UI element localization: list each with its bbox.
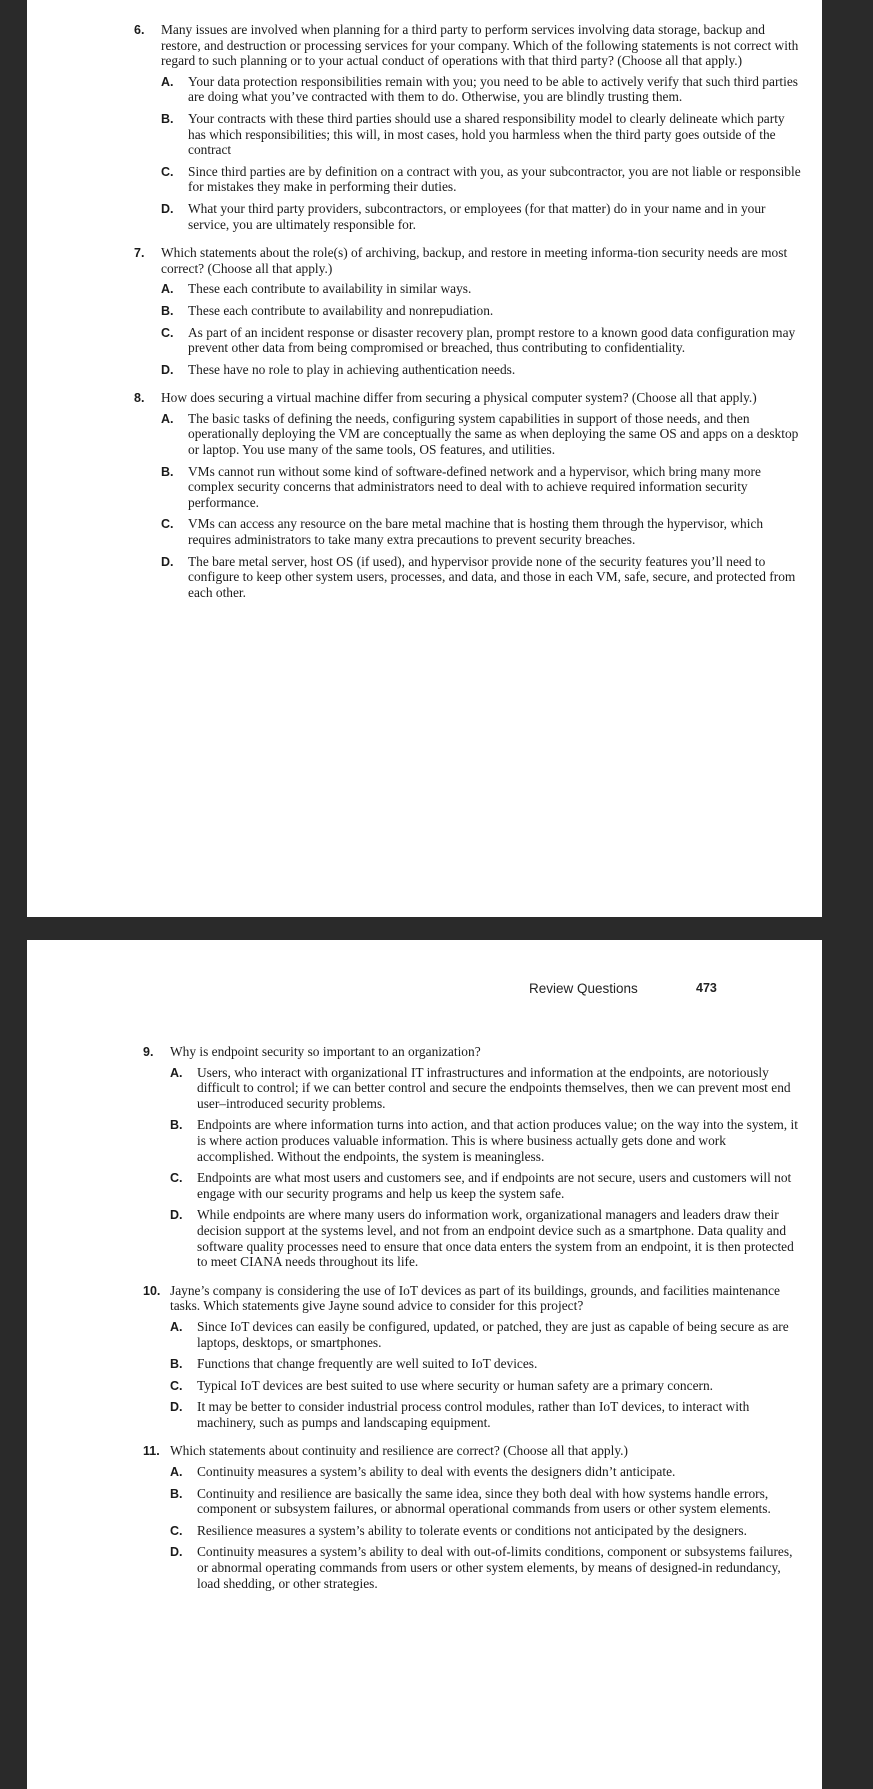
question-text: Why is endpoint security so important to an organization? [170, 1044, 481, 1059]
answer-option-b [170, 1117, 802, 1164]
option-label: A. [161, 282, 174, 297]
option-text: The basic tasks of defining the needs, configuring system capabilities in support of those needs, and then operationally deploying the VM are conceptually the same as when deploying the same OS and apps on a desktop or laptop. You use many of the same tools, OS features, and utilities. [188, 410, 799, 458]
option-text: Continuity and resilience are basically the same idea, since they both deal with how systems handle errors, component or subsystem failures, or abnormal operational commands from users or other system elements. [197, 1485, 771, 1517]
answer-options [170, 1065, 802, 1270]
option-label: D. [161, 201, 174, 216]
answer-option-a [170, 1464, 802, 1480]
question-number: 8. [134, 391, 145, 406]
option-label: D. [161, 362, 174, 377]
option-text: Endpoints are what most users and customers see, and if endpoints are not secure, users and customers will not engage with our security programs and help us keep the system safe. [197, 1170, 792, 1201]
running-header-title: Review Questions [529, 981, 638, 996]
option-label: A. [170, 1319, 183, 1334]
option-label: C. [170, 1171, 183, 1186]
option-label: B. [161, 111, 174, 126]
option-label: B. [161, 303, 174, 318]
answer-option-d [170, 1544, 802, 1591]
option-text: Functions that change frequently are well suited to IoT devices. [197, 1356, 538, 1372]
option-text: While endpoints are where many users do information work, organizational managers and leaders draw their decision support at the systems level, and not from an endpoint device such as a smartphone. Data quality and software quality processes need to ensure that once data enters the system from an endpoint, it is then protected to meet CIANA needs throughout its life. [197, 1207, 794, 1270]
answer-option-d [161, 201, 802, 232]
option-label: A. [161, 74, 174, 89]
option-text: As part of an incident response or disaster recovery plan, prompt restore to a known good data configuration may prevent other data from being compromised or breached, thus contributing to confidentiality. [188, 324, 796, 356]
page-lower [27, 940, 822, 1789]
option-text: Since third parties are by definition on a contract with you, as your subcontractor, you are not liable or responsible for mistakes they make in performing their duties. [188, 163, 801, 195]
question-number: 9. [143, 1045, 154, 1059]
option-text: These have no role to play in achieving authentication needs. [188, 361, 516, 377]
option-label: B. [170, 1486, 183, 1501]
answer-option-c [161, 516, 802, 547]
option-text: Resilience measures a system’s ability to tolerate events or conditions not anticipated by the designers. [197, 1522, 747, 1538]
question-number: 10. [143, 1283, 161, 1298]
question-7 [134, 245, 802, 377]
question-text: Jayne’s company is considering the use of IoT devices as part of its buildings, grounds, and facilities maintenance tasks. Which statements give Jayne sound advice to consider for this project? [170, 1282, 780, 1314]
question-number: 7. [134, 246, 145, 261]
option-label: D. [170, 1400, 183, 1415]
option-text: VMs can access any resource on the bare metal machine that is hosting them through the hypervisor, which requires administrators to take many extra precautions to prevent security breaches. [188, 516, 764, 548]
answer-option-c [170, 1378, 802, 1394]
question-text: Which statements about the role(s) of archiving, backup, and restore in meeting informa-tion security needs are most correct? (Choose all that apply.) [161, 245, 788, 276]
option-label: C. [170, 1523, 183, 1538]
answer-option-d [161, 554, 802, 601]
option-label: A. [170, 1065, 183, 1080]
answer-options [161, 281, 802, 377]
option-label: C. [161, 325, 174, 340]
option-label: A. [170, 1465, 183, 1480]
option-text: Your contracts with these third parties should use a shared responsibility model to clearly delineate which party has which responsibilities; this will, in most cases, hold you harmless when the third party goes outside of the contract [188, 110, 785, 158]
answer-option-a [170, 1065, 802, 1112]
question-list-lower [143, 1044, 802, 1604]
option-label: C. [161, 517, 174, 532]
option-text: Your data protection responsibilities remain with you; you need to be able to actively verify that such third parties are doing what you’ve contracted with them to do. Otherwise, you are blindly trusting them. [188, 73, 798, 105]
question-number: 6. [134, 23, 145, 37]
answer-option-b [161, 464, 802, 511]
option-label: D. [170, 1545, 183, 1560]
option-label: D. [161, 554, 174, 569]
option-label: B. [170, 1357, 183, 1372]
answer-option-d [170, 1207, 802, 1269]
question-text: Many issues are involved when planning for a third party to perform services involving data storage, backup and restore, and destruction or processing services for your company. Which of the following statements is not correct with regard to such planning or to your actual conduct of operations with that third party? (Choose all that apply.) [161, 22, 799, 69]
answer-options [170, 1319, 802, 1431]
answer-option-d [170, 1399, 802, 1430]
answer-option-a [170, 1319, 802, 1350]
answer-option-b [161, 303, 802, 319]
running-header [0, 981, 873, 1001]
answer-option-a [161, 74, 802, 105]
question-10 [143, 1283, 802, 1431]
option-text: It may be better to consider industrial process control modules, rather than IoT devices, to interact with machinery, such as pumps and landscaping equipment. [197, 1399, 750, 1430]
answer-option-b [170, 1486, 802, 1517]
question-text: Which statements about continuity and resilience are correct? (Choose all that apply.) [170, 1443, 628, 1459]
answer-option-c [161, 164, 802, 195]
page-number: 473 [696, 981, 717, 995]
answer-option-d [161, 362, 802, 378]
answer-option-c [170, 1523, 802, 1539]
answer-option-c [170, 1170, 802, 1201]
answer-options [161, 411, 802, 601]
option-label: D. [170, 1208, 183, 1223]
option-text: Endpoints are where information turns into action, and that action produces value; on the way into the system, it is where action produces valuable information. This is where business actually gets done and work accomplished. Without the endpoints, the system is meaningless. [197, 1117, 798, 1164]
option-text: Continuity measures a system’s ability to deal with events the designers didn’t anticipate. [197, 1464, 676, 1480]
question-text: How does securing a virtual machine differ from securing a physical computer system? (Choose all that apply.) [161, 390, 757, 406]
question-list-upper [134, 22, 802, 613]
answer-option-b [161, 111, 802, 158]
option-label: B. [170, 1118, 183, 1133]
question-9 [143, 1044, 802, 1270]
answer-options [170, 1464, 802, 1591]
option-label: C. [161, 164, 174, 179]
option-text: These each contribute to availability in similar ways. [188, 281, 472, 297]
answer-option-a [161, 281, 802, 297]
option-text: What your third party providers, subcontractors, or employees (for that matter) do in your name and in your service, you are ultimately responsible for. [188, 200, 766, 232]
option-text: Users, who interact with organizational IT infrastructures and information at the endpoints, are notoriously difficult to control; if we can better control and secure the endpoints themselves, then we can prevent most end user–introduced security problems. [197, 1064, 791, 1111]
question-6 [134, 22, 802, 232]
option-label: B. [161, 464, 174, 479]
option-label: A. [161, 411, 174, 426]
question-11 [143, 1443, 802, 1591]
answer-option-b [170, 1356, 802, 1372]
option-text: Continuity measures a system’s ability to deal with out-of-limits conditions, component or subsystems failures, or abnormal operating commands from users or other system elements, by means of designed-in redundancy, load shedding, or other strategies. [197, 1544, 793, 1591]
answer-option-a [161, 411, 802, 458]
question-number: 11. [143, 1444, 160, 1459]
option-text: VMs cannot run without some kind of software-defined network and a hypervisor, which bring many more complex security concerns that administrators need to deal with to achieve required information security performance. [188, 463, 761, 510]
answer-option-c [161, 325, 802, 356]
option-label: C. [170, 1378, 183, 1393]
answer-options [161, 74, 802, 232]
option-text: The bare metal server, host OS (if used), and hypervisor provide none of the security features you’ll need to configure to keep other system users, processes, and data, and those in each VM, safe, secure, and protected from each other. [188, 553, 796, 600]
option-text: These each contribute to availability and nonrepudiation. [188, 302, 494, 318]
option-text: Since IoT devices can easily be configured, updated, or patched, they are just as capable of being secure as are laptops, desktops, or smartphones. [197, 1318, 789, 1350]
question-8 [134, 390, 802, 600]
option-text: Typical IoT devices are best suited to use where security or human safety are a primary concern. [197, 1377, 714, 1393]
page-upper [27, 0, 822, 917]
